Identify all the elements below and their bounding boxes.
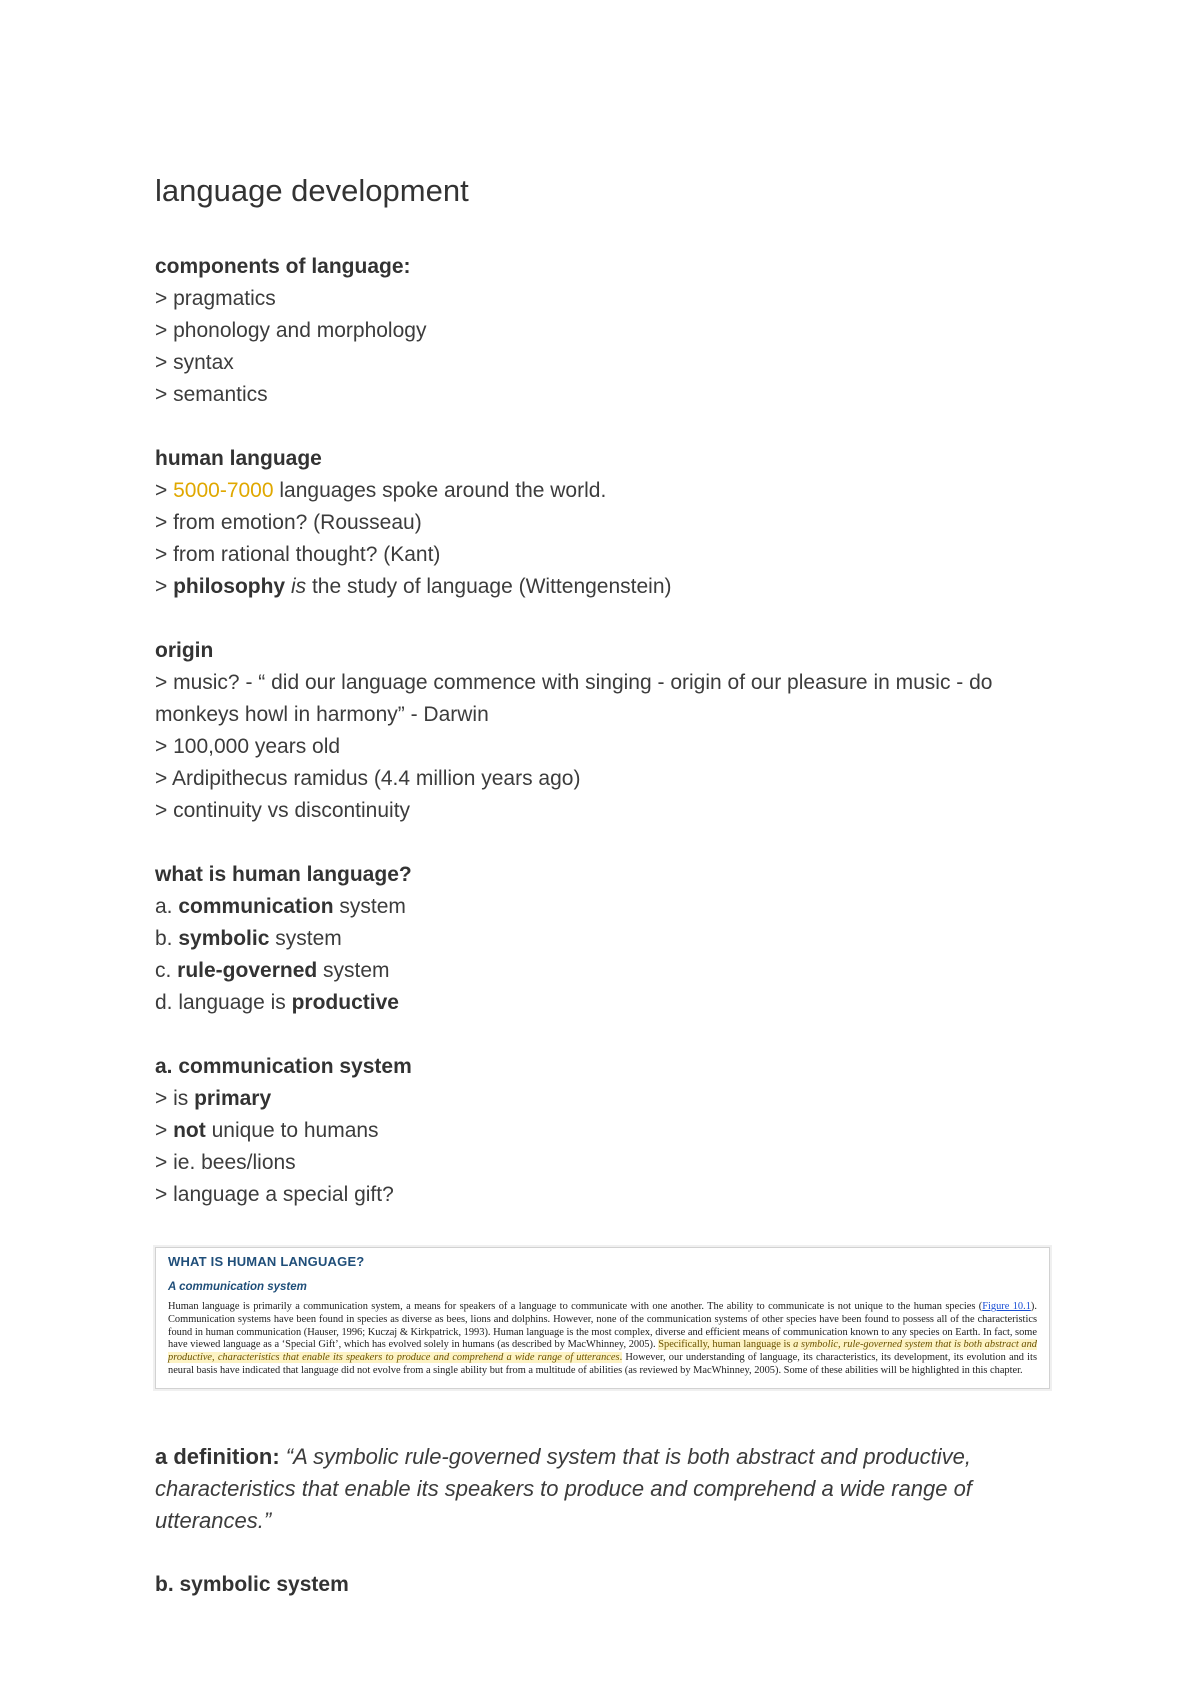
page-title: language development [155,173,469,208]
bullet-prefix: > [155,479,174,502]
item-c-prefix: c. [155,959,178,982]
list-item-a [155,891,1055,923]
highlight-italic: a symbolic, rule-governed system that is both abstract and productive, characteristics that enable its speakers to produce and comprehend a wide range of utterances [168,1339,1037,1364]
excerpt-text-2: ). Communication systems have been found in species as diverse as bees, lions and dolphins. However, none of the communication systems of other species have been found to possess all of the characteristics found in human communication (Hauser, 1996; Kuczaj & Kirkpatrick, 1993). Human language is the most complex, diverse and efficient means of communication known to any species on Earth. In fact, some have viewed language as a ‘Special Gift’, which has evolved solely in humans (as described by MacWhinney, 2005). [168,1301,1037,1351]
origin-heading: origin [155,639,214,662]
definition [155,1441,1055,1537]
list-item-syntax: > syntax [155,351,234,374]
wittgenstein-text: the study of language (Wittengenstein) [306,575,672,598]
languages-count-highlight: 5000-7000 [173,479,274,502]
not-bold: not [173,1119,206,1142]
excerpt-text-3: However, our understanding of language, its characteristics, its development, its evolution and its neural basis have indicated that language did not evolve from a single ability but from a multitude of abilities (as reviewed by MacWhinney, 2005). Some of these abilities will be highlighted in this chapter. [168,1352,1037,1376]
primary-bold: primary [194,1087,272,1110]
textbook-excerpt-image [155,1247,1050,1389]
item-a-prefix: a. [155,895,179,918]
human-language-heading: human language [155,447,322,470]
item-b-prefix: b. [155,927,179,950]
highlight-text-1: Specifically, human language is [658,1339,794,1351]
bold-philosophy: philosophy [173,575,286,598]
list-item-languages-count [155,475,1055,507]
definition-text: “A symbolic rule-governed system that is both abstract and productive, characteristics that enable its speakers to produce and comprehend a wide range of utterances.” [155,1443,972,1533]
list-item-wittgenstein [155,571,1055,603]
list-item-pragmatics: > pragmatics [155,287,276,310]
primary-prefix: > is [155,1087,195,1110]
item-d-bold: productive [291,991,399,1014]
excerpt-subheading: A communication system [168,1281,307,1293]
list-item-ardipithecus: > Ardipithecus ramidus (4.4 million years ago) [155,767,581,790]
languages-count-text: languages spoke around the world. [273,479,607,502]
list-item-kant: > from rational thought? (Kant) [155,543,441,566]
list-item-c [155,955,1055,987]
symbolic-heading: b. symbolic system [155,1572,349,1596]
list-item-special-gift: > language a special gift? [155,1183,394,1206]
list-item-primary [155,1083,1055,1115]
not-rest: unique to humans [205,1119,379,1142]
item-c-rest: system [317,959,390,982]
excerpt-heading: WHAT IS HUMAN LANGUAGE? [168,1254,365,1269]
excerpt-text-1: Human language is primarily a communication system, a means for speakers of a language to communicate with one another. The ability to communicate is not unique to the human species ( [168,1301,983,1312]
definition-label: a definition: [155,1443,280,1469]
document-page [155,170,1055,1601]
italic-is: is [290,575,307,598]
item-d-prefix: d. language is [155,991,292,1014]
highlight-text-2: . [619,1352,623,1364]
components-heading: components of language: [155,255,411,278]
list-item-d [155,987,1055,1019]
list-item-b [155,923,1055,955]
list-item-age: > 100,000 years old [155,735,341,758]
item-b-bold: symbolic [178,927,270,950]
figure-link[interactable]: Figure 10.1 [982,1301,1031,1312]
item-a-rest: system [333,895,406,918]
what-is-heading: what is human language? [155,863,412,886]
list-item-phonology: > phonology and morphology [155,319,427,342]
communication-heading: a. communication system [155,1055,412,1078]
item-a-bold: communication [178,895,334,918]
list-item-continuity: > continuity vs discontinuity [155,799,411,822]
list-item-rousseau: > from emotion? (Rousseau) [155,511,422,534]
excerpt-paragraph [168,1301,1037,1378]
item-c-bold: rule-governed [177,959,318,982]
bullet-prefix: > [155,575,174,598]
item-b-rest: system [269,927,342,950]
not-prefix: > [155,1119,174,1142]
list-item-bees-lions: > ie. bees/lions [155,1151,296,1174]
list-item-semantics: > semantics [155,383,268,406]
list-item-darwin: > music? - “ did our language commence with singing - origin of our pleasure in music - do monkeys howl in harmony” - Darwin [155,671,993,726]
list-item-not-unique [155,1115,1055,1147]
